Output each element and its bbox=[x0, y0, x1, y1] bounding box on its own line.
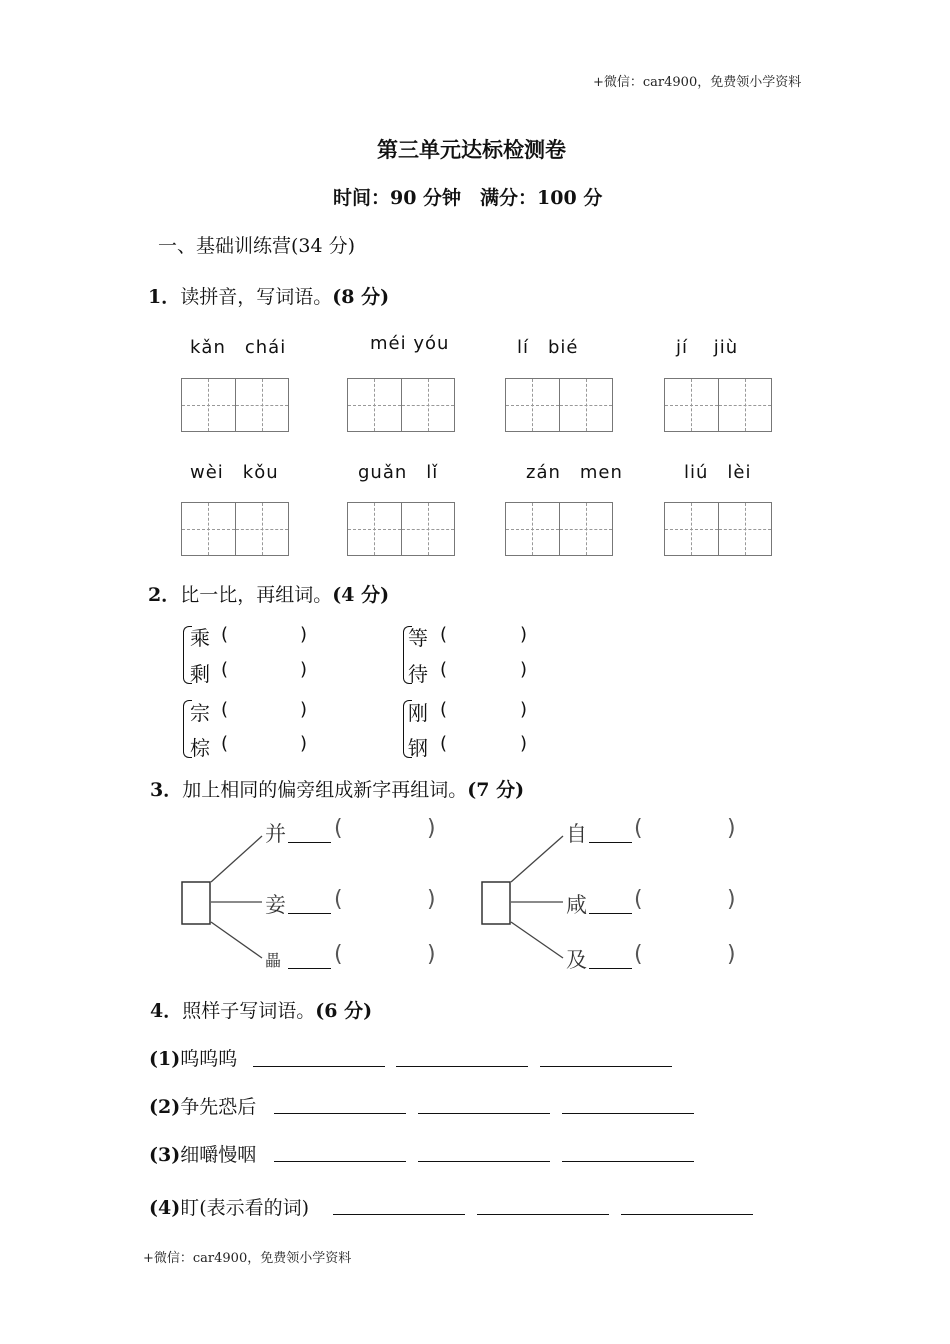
answer-paren-close: ) bbox=[300, 659, 308, 680]
compare-char: 等 bbox=[408, 626, 428, 650]
answer-paren-close: ) bbox=[727, 887, 736, 912]
answer-paren-open: ( bbox=[221, 659, 229, 680]
answer-blank[interactable] bbox=[477, 1214, 609, 1215]
answer-paren-close: ) bbox=[427, 942, 436, 967]
answer-blank[interactable] bbox=[589, 913, 632, 914]
component-char: 咸 bbox=[566, 893, 587, 917]
component-char: 并 bbox=[265, 822, 286, 846]
answer-paren-open: ( bbox=[634, 942, 643, 967]
connector-line bbox=[511, 922, 563, 958]
pinyin-label: liú lèi bbox=[684, 462, 752, 483]
answer-paren-close: ) bbox=[427, 816, 436, 841]
connector-line bbox=[511, 836, 563, 882]
compare-char: 剩 bbox=[190, 662, 210, 686]
example-word: (2)争先恐后 bbox=[149, 1096, 257, 1118]
answer-blank[interactable] bbox=[562, 1113, 694, 1114]
answer-blank[interactable] bbox=[333, 1214, 465, 1215]
component-char: 自 bbox=[566, 822, 587, 846]
page-title: 第三单元达标检测卷 bbox=[377, 137, 566, 162]
answer-blank[interactable] bbox=[253, 1066, 385, 1067]
answer-blank[interactable] bbox=[396, 1066, 528, 1067]
compare-char: 刚 bbox=[408, 701, 428, 725]
component-char: 畾 bbox=[265, 951, 282, 970]
connector-line bbox=[211, 922, 262, 958]
answer-paren-close: ) bbox=[300, 624, 308, 645]
answer-blank[interactable] bbox=[418, 1161, 550, 1162]
compare-char: 宗 bbox=[190, 701, 210, 725]
radical-box[interactable] bbox=[182, 882, 210, 924]
answer-paren-open: ( bbox=[634, 816, 643, 841]
example-word: (4)盯(表示看的词) bbox=[149, 1197, 310, 1219]
answer-blank[interactable] bbox=[288, 913, 331, 914]
compare-char: 乘 bbox=[190, 626, 210, 650]
answer-blank[interactable] bbox=[621, 1214, 753, 1215]
example-word: (1)呜呜呜 bbox=[149, 1048, 238, 1070]
answer-paren-open: ( bbox=[334, 887, 343, 912]
answer-paren-close: ) bbox=[727, 942, 736, 967]
answer-paren-open: ( bbox=[440, 733, 448, 754]
answer-paren-close: ) bbox=[727, 816, 736, 841]
pinyin-label: lí bié bbox=[517, 337, 579, 358]
answer-paren-open: ( bbox=[440, 659, 448, 680]
pinyin-label: méi yóu bbox=[370, 333, 450, 354]
radical-box[interactable] bbox=[482, 882, 510, 924]
pinyin-label: zán men bbox=[526, 462, 623, 483]
compare-char: 棕 bbox=[190, 736, 210, 760]
answer-paren-close: ) bbox=[520, 659, 528, 680]
answer-blank[interactable] bbox=[274, 1161, 406, 1162]
answer-paren-open: ( bbox=[440, 699, 448, 720]
answer-paren-open: ( bbox=[440, 624, 448, 645]
answer-blank[interactable] bbox=[540, 1066, 672, 1067]
exam-info: 时间：90 分钟 满分：100 分 bbox=[333, 187, 603, 209]
example-word: (3)细嚼慢咽 bbox=[149, 1144, 257, 1166]
answer-paren-open: ( bbox=[221, 624, 229, 645]
answer-paren-close: ) bbox=[520, 699, 528, 720]
answer-blank[interactable] bbox=[562, 1161, 694, 1162]
answer-blank[interactable] bbox=[288, 968, 331, 969]
answer-blank[interactable] bbox=[288, 842, 331, 843]
compare-char: 待 bbox=[408, 662, 428, 686]
answer-paren-close: ) bbox=[427, 887, 436, 912]
answer-paren-close: ) bbox=[520, 624, 528, 645]
pinyin-label: kǎn chái bbox=[190, 337, 287, 358]
connector-line bbox=[211, 836, 262, 882]
answer-paren-close: ) bbox=[300, 699, 308, 720]
answer-blank[interactable] bbox=[418, 1113, 550, 1114]
header-note: +微信：car4900，免费领小学资料 bbox=[593, 75, 802, 90]
answer-blank[interactable] bbox=[589, 968, 632, 969]
section-heading: 一、基础训练营(34 分) bbox=[158, 235, 356, 257]
question-1-heading: 1．读拼音，写词语。(8 分) bbox=[148, 286, 390, 308]
question-3-heading: 3．加上相同的偏旁组成新字再组词。(7 分) bbox=[150, 779, 525, 801]
footer-note: +微信：car4900，免费领小学资料 bbox=[143, 1251, 352, 1266]
answer-paren-open: ( bbox=[634, 887, 643, 912]
question-4-heading: 4．照样子写词语。(6 分) bbox=[150, 1000, 373, 1022]
question-2-heading: 2．比一比，再组词。(4 分) bbox=[148, 584, 390, 606]
pinyin-label: wèi kǒu bbox=[190, 462, 279, 483]
pinyin-label: jí jiù bbox=[676, 337, 739, 358]
compare-char: 钢 bbox=[408, 736, 428, 760]
answer-paren-open: ( bbox=[334, 942, 343, 967]
answer-paren-open: ( bbox=[221, 733, 229, 754]
answer-paren-open: ( bbox=[334, 816, 343, 841]
answer-blank[interactable] bbox=[589, 842, 632, 843]
answer-paren-close: ) bbox=[300, 733, 308, 754]
pinyin-label: guǎn lǐ bbox=[358, 462, 439, 483]
answer-paren-open: ( bbox=[221, 699, 229, 720]
answer-blank[interactable] bbox=[274, 1113, 406, 1114]
answer-paren-close: ) bbox=[520, 733, 528, 754]
component-char: 及 bbox=[566, 948, 587, 972]
component-char: 妾 bbox=[265, 893, 286, 917]
